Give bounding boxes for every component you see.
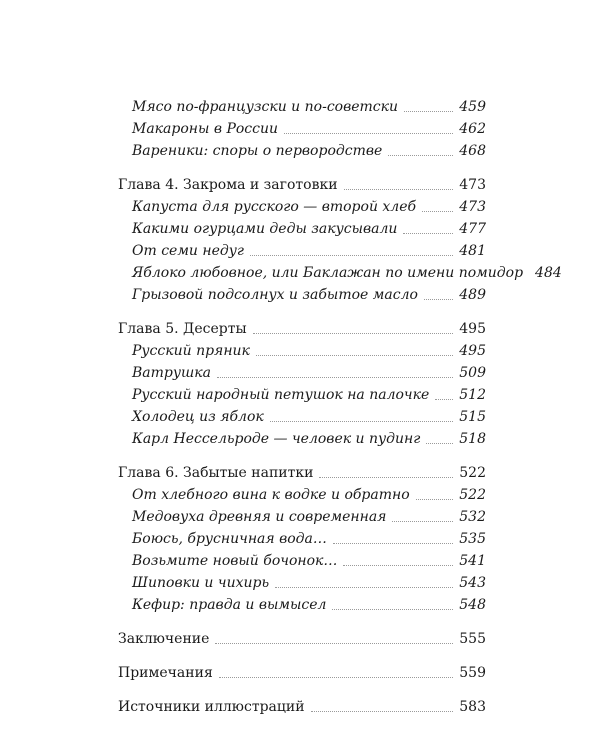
page-number: 548: [459, 597, 486, 613]
page-number: 495: [459, 321, 486, 337]
entry-title: Холодец из яблок: [132, 409, 264, 425]
toc-section: [118, 662, 486, 684]
toc-subentry: [118, 572, 486, 594]
toc-subentry: [118, 484, 486, 506]
entry-title: Мясо по-французски и по-советски: [132, 99, 399, 115]
toc-subentry: [118, 594, 486, 616]
entry-title: Русский пряник: [132, 343, 250, 359]
toc-chapter-entry: [118, 462, 486, 484]
page-number: 459: [459, 99, 486, 115]
toc-chapter-entry: [118, 628, 486, 650]
entry-title: Примечания: [118, 665, 213, 681]
toc-subentry: [118, 140, 486, 162]
entry-title: Карл Нессельроде — человек и пудинг: [132, 431, 421, 447]
page-number: 522: [459, 487, 486, 503]
dot-leader: [404, 111, 453, 112]
entry-title: Какими огурцами деды закусывали: [132, 221, 398, 237]
entry-title: Ватрушка: [132, 365, 211, 381]
dot-leader: [270, 421, 454, 422]
page-number: 489: [459, 287, 486, 303]
entry-title: Макароны в России: [132, 121, 279, 137]
entry-title: От семи недуг: [132, 243, 244, 259]
entry-title: Источники иллюстраций: [118, 699, 305, 715]
dot-leader: [253, 333, 454, 334]
dot-leader: [426, 443, 453, 444]
entry-title: Боюсь, брусничная вода…: [132, 531, 327, 547]
toc-section: [118, 96, 486, 162]
page-number: 518: [459, 431, 486, 447]
dot-leader: [332, 609, 453, 610]
entry-title: Кефир: правда и вымысел: [132, 597, 327, 613]
page-number: 512: [459, 387, 486, 403]
dot-leader: [388, 155, 453, 156]
toc-subentry: [118, 340, 486, 362]
dot-leader: [284, 133, 453, 134]
page-number: 462: [459, 121, 486, 137]
entry-title: Медовуха древняя и современная: [132, 509, 387, 525]
toc-subentry: [118, 262, 562, 284]
page-number: 535: [459, 531, 486, 547]
dot-leader: [311, 711, 454, 712]
toc-subentry: [118, 384, 486, 406]
entry-title: Глава 5. Десерты: [118, 321, 247, 337]
toc-subentry: [118, 196, 486, 218]
page-number: 543: [459, 575, 486, 591]
page-number: 583: [459, 699, 486, 715]
page-number: 559: [459, 665, 486, 681]
dot-leader: [344, 189, 454, 190]
dot-leader: [422, 211, 453, 212]
dot-leader: [435, 399, 453, 400]
toc-subentry: [118, 240, 486, 262]
entry-title: Заключение: [118, 631, 210, 647]
dot-leader: [217, 377, 453, 378]
dot-leader: [256, 355, 453, 356]
dot-leader: [219, 677, 453, 678]
toc-section: [118, 628, 486, 650]
entry-title: Русский народный петушок на палочке: [132, 387, 430, 403]
page-number: 477: [459, 221, 486, 237]
toc-section: [118, 174, 562, 306]
toc-chapter-entry: [118, 662, 486, 684]
entry-title: Глава 6. Забытые напитки: [118, 465, 314, 481]
toc-subentry: [118, 96, 486, 118]
toc-subentry: [118, 362, 486, 384]
entry-title: Капуста для русского — второй хлеб: [132, 199, 417, 215]
page-number: 522: [459, 465, 486, 481]
page-number: 555: [459, 631, 486, 647]
entry-title: Вареники: споры о первородстве: [132, 143, 383, 159]
toc-chapter-entry: [118, 696, 486, 718]
toc-subentry: [118, 528, 486, 550]
dot-leader: [333, 543, 453, 544]
page-number: 484: [535, 265, 562, 281]
page-number: 509: [459, 365, 486, 381]
toc-section: [118, 318, 486, 450]
toc-section: [118, 462, 486, 616]
dot-leader: [275, 587, 453, 588]
dot-leader: [416, 499, 454, 500]
toc-subentry: [118, 284, 486, 306]
page-number: 468: [459, 143, 486, 159]
entry-title: Яблоко любовное, или Баклажан по имени помидор: [132, 265, 524, 281]
entry-title: Глава 4. Закрома и заготовки: [118, 177, 338, 193]
page-number: 541: [459, 553, 486, 569]
entry-title: Шиповки и чихирь: [132, 575, 270, 591]
toc-section: [118, 696, 486, 718]
toc-chapter-entry: [118, 174, 486, 196]
dot-leader: [424, 299, 453, 300]
toc-subentry: [118, 218, 486, 240]
page-number: 481: [459, 243, 486, 259]
toc-subentry: [118, 550, 486, 572]
page-number: 473: [459, 199, 486, 215]
entry-title: Возьмите новый бочонок…: [132, 553, 338, 569]
toc-subentry: [118, 506, 486, 528]
page-number: 532: [459, 509, 486, 525]
toc-subentry: [118, 428, 486, 450]
toc-chapter-entry: [118, 318, 486, 340]
dot-leader: [319, 477, 453, 478]
page-number: 515: [459, 409, 486, 425]
dot-leader: [215, 643, 453, 644]
dot-leader: [403, 233, 453, 234]
dot-leader: [392, 521, 453, 522]
toc-subentry: [118, 118, 486, 140]
page-number: 495: [459, 343, 486, 359]
dot-leader: [343, 565, 453, 566]
page-number: 473: [459, 177, 486, 193]
entry-title: Грызовой подсолнух и забытое масло: [132, 287, 418, 303]
toc-subentry: [118, 406, 486, 428]
dot-leader: [250, 255, 453, 256]
table-of-contents: [118, 96, 562, 718]
entry-title: От хлебного вина к водке и обратно: [132, 487, 410, 503]
